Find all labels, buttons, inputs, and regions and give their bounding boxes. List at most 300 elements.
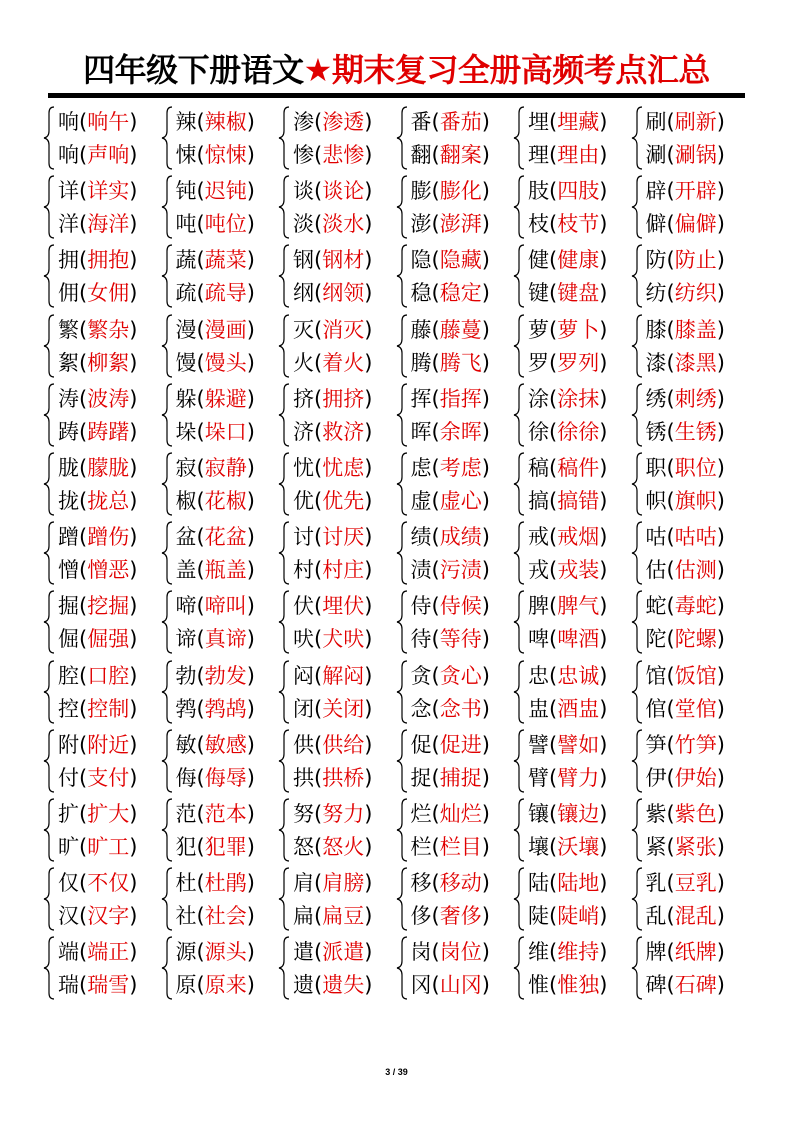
brace-icon bbox=[277, 106, 291, 170]
example-word: 埋藏 bbox=[557, 110, 600, 134]
word-entry bbox=[293, 384, 372, 414]
character: 勃 bbox=[175, 663, 197, 688]
example-word: 忧虑 bbox=[322, 456, 365, 480]
example-word: 憎恶 bbox=[87, 558, 130, 583]
character: 纺 bbox=[645, 281, 667, 306]
example-word: 豆乳 bbox=[674, 871, 717, 896]
brace-icon bbox=[630, 521, 644, 585]
example-word: 陡峭 bbox=[557, 904, 600, 929]
example-word: 口腔 bbox=[87, 663, 130, 688]
paren-close: ) bbox=[129, 386, 138, 411]
paren-open: ( bbox=[549, 940, 558, 965]
character: 乱 bbox=[645, 904, 667, 929]
paren-open: ( bbox=[196, 940, 205, 965]
character: 锈 bbox=[645, 419, 667, 444]
word-entry bbox=[176, 694, 255, 724]
word-entry bbox=[176, 209, 255, 239]
brace-icon bbox=[160, 314, 174, 378]
character: 胧 bbox=[58, 456, 79, 480]
paren-close: ) bbox=[364, 386, 373, 411]
paren-close: ) bbox=[246, 594, 255, 619]
word-entry bbox=[411, 937, 490, 967]
example-word: 估测 bbox=[674, 558, 717, 583]
example-word: 村庄 bbox=[322, 558, 365, 583]
paren-open: ( bbox=[549, 143, 558, 167]
character: 优 bbox=[293, 489, 314, 513]
paren-close: ) bbox=[599, 973, 608, 998]
character: 供 bbox=[293, 732, 314, 757]
example-word: 辣椒 bbox=[204, 110, 247, 134]
word-entry bbox=[58, 107, 137, 137]
character: 番 bbox=[410, 110, 432, 134]
example-word: 腾飞 bbox=[439, 350, 482, 375]
paren-open: ( bbox=[549, 350, 558, 375]
word-entry bbox=[528, 555, 607, 585]
word-pair-group bbox=[630, 312, 748, 380]
character: 罗 bbox=[528, 350, 549, 375]
title-underline bbox=[48, 93, 745, 98]
word-entry bbox=[58, 832, 137, 862]
brace-icon bbox=[277, 590, 291, 654]
paren-close: ) bbox=[716, 419, 725, 444]
word-entry bbox=[176, 107, 255, 137]
brace-icon bbox=[277, 521, 291, 585]
character: 社 bbox=[175, 904, 197, 929]
character: 侈 bbox=[410, 904, 432, 929]
word-grid bbox=[42, 104, 754, 1004]
word-entry bbox=[293, 278, 372, 308]
example-word: 刺绣 bbox=[674, 386, 717, 411]
example-word: 移动 bbox=[439, 871, 482, 896]
example-word: 四肢 bbox=[557, 179, 600, 204]
paren-open: ( bbox=[314, 940, 323, 965]
character: 虚 bbox=[410, 489, 432, 513]
word-pair-group bbox=[395, 312, 513, 380]
paren-close: ) bbox=[364, 179, 373, 204]
paren-open: ( bbox=[431, 765, 440, 790]
paren-close: ) bbox=[599, 317, 608, 342]
paren-close: ) bbox=[364, 110, 373, 134]
example-word: 拥抱 bbox=[87, 248, 130, 273]
word-entry bbox=[58, 245, 137, 275]
word-entry bbox=[528, 901, 607, 931]
example-word: 蹭伤 bbox=[87, 525, 130, 550]
brace-icon bbox=[395, 867, 409, 931]
brace-icon bbox=[160, 452, 174, 516]
title-part-black: 四年级下册语文 bbox=[83, 51, 304, 89]
brace-icon bbox=[160, 175, 174, 239]
character: 埋 bbox=[528, 110, 549, 134]
word-entry bbox=[58, 486, 137, 516]
word-entry bbox=[528, 522, 607, 552]
word-entry bbox=[176, 730, 255, 760]
paren-close: ) bbox=[481, 281, 490, 306]
example-word: 着火 bbox=[322, 350, 365, 375]
character: 村 bbox=[293, 558, 314, 583]
example-word: 救济 bbox=[322, 419, 365, 444]
example-word: 陆地 bbox=[557, 871, 600, 896]
paren-close: ) bbox=[716, 802, 725, 826]
word-entry bbox=[293, 315, 372, 345]
paren-open: ( bbox=[196, 871, 205, 896]
example-word: 纲领 bbox=[322, 281, 365, 306]
paren-open: ( bbox=[196, 904, 205, 929]
word-entry bbox=[58, 970, 137, 1000]
word-entry bbox=[411, 661, 490, 691]
word-entry bbox=[646, 763, 725, 793]
example-word: 戎装 bbox=[557, 558, 600, 583]
word-entry bbox=[58, 348, 137, 378]
paren-open: ( bbox=[431, 663, 440, 688]
paren-close: ) bbox=[481, 525, 490, 550]
brace-icon bbox=[512, 314, 526, 378]
character: 漆 bbox=[645, 350, 667, 375]
brace-icon bbox=[512, 244, 526, 308]
word-pair-group bbox=[512, 450, 630, 518]
paren-open: ( bbox=[549, 765, 558, 790]
brace-icon bbox=[42, 521, 56, 585]
paren-open: ( bbox=[549, 212, 558, 237]
character: 蔬 bbox=[175, 248, 197, 273]
paren-close: ) bbox=[129, 248, 138, 273]
word-entry bbox=[176, 486, 255, 516]
paren-close: ) bbox=[129, 802, 138, 826]
word-pair-group bbox=[277, 934, 395, 1002]
example-word: 防止 bbox=[674, 248, 717, 273]
word-entry bbox=[58, 176, 137, 206]
paren-close: ) bbox=[481, 110, 490, 134]
word-entry bbox=[528, 868, 607, 898]
word-pair-group bbox=[42, 519, 160, 587]
word-entry bbox=[58, 315, 137, 345]
paren-open: ( bbox=[431, 386, 440, 411]
paren-close: ) bbox=[481, 627, 490, 652]
paren-open: ( bbox=[431, 732, 440, 757]
character: 疏 bbox=[175, 281, 197, 306]
paren-close: ) bbox=[481, 663, 490, 688]
brace-icon bbox=[395, 244, 409, 308]
word-entry bbox=[411, 107, 490, 137]
word-entry bbox=[176, 384, 255, 414]
paren-open: ( bbox=[666, 627, 675, 652]
word-entry bbox=[176, 417, 255, 447]
brace-icon bbox=[512, 729, 526, 793]
paren-open: ( bbox=[79, 594, 88, 619]
word-entry bbox=[528, 417, 607, 447]
example-word: 污渍 bbox=[439, 558, 482, 583]
paren-open: ( bbox=[549, 732, 558, 757]
word-entry bbox=[646, 832, 725, 862]
paren-close: ) bbox=[364, 248, 373, 273]
word-pair-group bbox=[277, 312, 395, 380]
example-word: 鹁鸪 bbox=[204, 696, 247, 721]
example-word: 纺织 bbox=[674, 281, 717, 306]
brace-icon bbox=[395, 175, 409, 239]
paren-open: ( bbox=[314, 143, 323, 167]
word-pair-group bbox=[42, 312, 160, 380]
example-word: 海洋 bbox=[87, 212, 130, 237]
word-pair-group bbox=[42, 658, 160, 726]
paren-open: ( bbox=[79, 281, 88, 306]
character: 吨 bbox=[175, 212, 197, 237]
paren-open: ( bbox=[431, 350, 440, 375]
character: 详 bbox=[58, 179, 79, 204]
paren-close: ) bbox=[599, 212, 608, 237]
paren-close: ) bbox=[364, 973, 373, 998]
paren-open: ( bbox=[79, 419, 88, 444]
paren-close: ) bbox=[364, 456, 373, 480]
brace-icon bbox=[42, 729, 56, 793]
word-entry bbox=[646, 278, 725, 308]
paren-open: ( bbox=[314, 525, 323, 550]
character: 脾 bbox=[528, 594, 549, 619]
paren-close: ) bbox=[129, 663, 138, 688]
character: 汉 bbox=[58, 904, 79, 929]
brace-icon bbox=[395, 729, 409, 793]
brace-icon bbox=[42, 106, 56, 170]
paren-open: ( bbox=[666, 732, 675, 757]
character: 腾 bbox=[410, 350, 432, 375]
character: 键 bbox=[528, 281, 549, 306]
word-entry bbox=[293, 832, 372, 862]
character: 僻 bbox=[645, 212, 667, 237]
character: 伊 bbox=[645, 765, 667, 790]
word-pair-group bbox=[160, 588, 278, 656]
brace-icon bbox=[160, 521, 174, 585]
paren-close: ) bbox=[481, 350, 490, 375]
paren-close: ) bbox=[129, 143, 138, 167]
paren-open: ( bbox=[196, 835, 205, 859]
character: 谛 bbox=[175, 627, 197, 652]
word-pair-group bbox=[277, 796, 395, 864]
paren-close: ) bbox=[716, 765, 725, 790]
paren-open: ( bbox=[666, 281, 675, 306]
word-entry bbox=[176, 901, 255, 931]
example-word: 躲避 bbox=[204, 386, 247, 411]
word-entry bbox=[293, 348, 372, 378]
example-word: 臂力 bbox=[557, 765, 600, 790]
character: 紫 bbox=[645, 802, 667, 826]
example-word: 源头 bbox=[204, 940, 247, 965]
character: 烂 bbox=[410, 802, 432, 826]
character: 钝 bbox=[175, 179, 197, 204]
paren-open: ( bbox=[549, 386, 558, 411]
character: 济 bbox=[293, 419, 314, 444]
word-pair-group bbox=[42, 934, 160, 1002]
example-word: 考虑 bbox=[439, 456, 482, 480]
paren-close: ) bbox=[481, 456, 490, 480]
word-pair-group bbox=[395, 796, 513, 864]
character: 刷 bbox=[645, 110, 667, 134]
paren-close: ) bbox=[129, 281, 138, 306]
word-pair-group bbox=[395, 519, 513, 587]
example-word: 纸牌 bbox=[674, 940, 717, 965]
paren-open: ( bbox=[431, 456, 440, 480]
paren-close: ) bbox=[599, 143, 608, 167]
brace-icon bbox=[42, 452, 56, 516]
paren-close: ) bbox=[716, 212, 725, 237]
paren-open: ( bbox=[314, 419, 323, 444]
brace-icon bbox=[42, 244, 56, 308]
brace-icon bbox=[395, 590, 409, 654]
paren-open: ( bbox=[549, 871, 558, 896]
word-entry bbox=[646, 694, 725, 724]
example-word: 山冈 bbox=[439, 973, 482, 998]
example-word: 枝节 bbox=[557, 212, 600, 237]
character: 惨 bbox=[293, 143, 314, 167]
word-pair-group bbox=[160, 312, 278, 380]
example-word: 波涛 bbox=[87, 386, 130, 411]
character: 端 bbox=[58, 940, 79, 965]
character: 笋 bbox=[645, 732, 667, 757]
brace-icon bbox=[277, 729, 291, 793]
word-pair-group bbox=[160, 658, 278, 726]
word-entry bbox=[58, 868, 137, 898]
word-entry bbox=[528, 591, 607, 621]
paren-open: ( bbox=[314, 871, 323, 896]
paren-open: ( bbox=[666, 525, 675, 550]
word-entry bbox=[528, 486, 607, 516]
example-word: 番茄 bbox=[439, 110, 482, 134]
paren-close: ) bbox=[246, 248, 255, 273]
word-pair-group bbox=[395, 865, 513, 933]
example-word: 惟独 bbox=[557, 973, 600, 998]
word-entry bbox=[176, 868, 255, 898]
paren-close: ) bbox=[716, 871, 725, 896]
word-entry bbox=[293, 937, 372, 967]
word-entry bbox=[176, 453, 255, 483]
paren-open: ( bbox=[666, 110, 675, 134]
character: 镶 bbox=[528, 802, 549, 826]
character: 仅 bbox=[58, 871, 79, 896]
example-word: 譬如 bbox=[557, 732, 600, 757]
word-entry bbox=[176, 555, 255, 585]
example-word: 垛口 bbox=[204, 419, 247, 444]
brace-icon bbox=[630, 452, 644, 516]
paren-open: ( bbox=[549, 317, 558, 342]
word-entry bbox=[58, 694, 137, 724]
word-entry bbox=[646, 486, 725, 516]
paren-close: ) bbox=[129, 419, 138, 444]
example-word: 岗位 bbox=[439, 940, 482, 965]
example-word: 奢侈 bbox=[439, 904, 482, 929]
word-entry bbox=[411, 486, 490, 516]
paren-open: ( bbox=[79, 940, 88, 965]
character: 念 bbox=[410, 696, 432, 721]
word-entry bbox=[176, 937, 255, 967]
character: 紧 bbox=[645, 835, 667, 859]
paren-open: ( bbox=[196, 525, 205, 550]
word-pair-group bbox=[630, 934, 748, 1002]
paren-open: ( bbox=[431, 835, 440, 859]
paren-open: ( bbox=[79, 143, 88, 167]
character: 佣 bbox=[58, 281, 79, 306]
word-entry bbox=[528, 107, 607, 137]
paren-open: ( bbox=[79, 212, 88, 237]
paren-close: ) bbox=[599, 696, 608, 721]
character: 岗 bbox=[410, 940, 432, 965]
example-word: 灿烂 bbox=[439, 802, 482, 826]
word-entry bbox=[528, 348, 607, 378]
paren-open: ( bbox=[666, 248, 675, 273]
brace-icon bbox=[630, 175, 644, 239]
paren-open: ( bbox=[549, 835, 558, 859]
word-entry bbox=[58, 555, 137, 585]
character: 盆 bbox=[175, 525, 197, 550]
word-entry bbox=[528, 763, 607, 793]
character: 戒 bbox=[528, 525, 549, 550]
character: 防 bbox=[645, 248, 667, 273]
word-pair-group bbox=[630, 173, 748, 241]
example-word: 酒盅 bbox=[557, 696, 600, 721]
word-pair-group bbox=[160, 242, 278, 310]
word-entry bbox=[293, 970, 372, 1000]
example-word: 惊悚 bbox=[204, 143, 247, 167]
word-pair-group bbox=[277, 173, 395, 241]
paren-close: ) bbox=[129, 835, 138, 859]
character: 譬 bbox=[528, 732, 549, 757]
example-word: 控制 bbox=[87, 696, 130, 721]
paren-close: ) bbox=[716, 143, 725, 167]
paren-close: ) bbox=[129, 732, 138, 757]
paren-open: ( bbox=[196, 419, 205, 444]
character: 付 bbox=[58, 765, 79, 790]
paren-close: ) bbox=[716, 350, 725, 375]
word-pair-group bbox=[277, 727, 395, 795]
paren-close: ) bbox=[364, 765, 373, 790]
paren-close: ) bbox=[481, 248, 490, 273]
paren-open: ( bbox=[666, 317, 675, 342]
word-entry bbox=[411, 763, 490, 793]
brace-icon bbox=[512, 936, 526, 1000]
character: 拥 bbox=[58, 248, 79, 273]
character: 萝 bbox=[528, 317, 549, 342]
paren-open: ( bbox=[314, 350, 323, 375]
example-word: 促进 bbox=[439, 732, 482, 757]
word-pair-group bbox=[42, 173, 160, 241]
word-entry bbox=[58, 209, 137, 239]
example-word: 怒火 bbox=[322, 835, 365, 859]
example-word: 敏感 bbox=[204, 732, 247, 757]
example-word: 埋伏 bbox=[322, 594, 365, 619]
example-word: 紧张 bbox=[674, 835, 717, 859]
paren-open: ( bbox=[79, 110, 88, 134]
word-pair-group bbox=[160, 173, 278, 241]
paren-close: ) bbox=[129, 525, 138, 550]
word-entry bbox=[646, 522, 725, 552]
brace-icon bbox=[512, 383, 526, 447]
example-word: 伊始 bbox=[674, 765, 717, 790]
word-pair-group bbox=[277, 242, 395, 310]
paren-open: ( bbox=[666, 802, 675, 826]
word-entry bbox=[293, 107, 372, 137]
paren-close: ) bbox=[129, 317, 138, 342]
paren-open: ( bbox=[79, 489, 88, 513]
word-entry bbox=[646, 348, 725, 378]
character: 拢 bbox=[58, 489, 79, 513]
example-word: 馒头 bbox=[204, 350, 247, 375]
paren-open: ( bbox=[314, 179, 323, 204]
example-word: 勃发 bbox=[204, 663, 247, 688]
paren-close: ) bbox=[716, 973, 725, 998]
example-word: 社会 bbox=[204, 904, 247, 929]
word-pair-group bbox=[160, 865, 278, 933]
paren-open: ( bbox=[431, 489, 440, 513]
paren-close: ) bbox=[716, 904, 725, 929]
paren-open: ( bbox=[431, 419, 440, 444]
word-pair-group bbox=[160, 796, 278, 864]
example-word: 范本 bbox=[204, 802, 247, 826]
